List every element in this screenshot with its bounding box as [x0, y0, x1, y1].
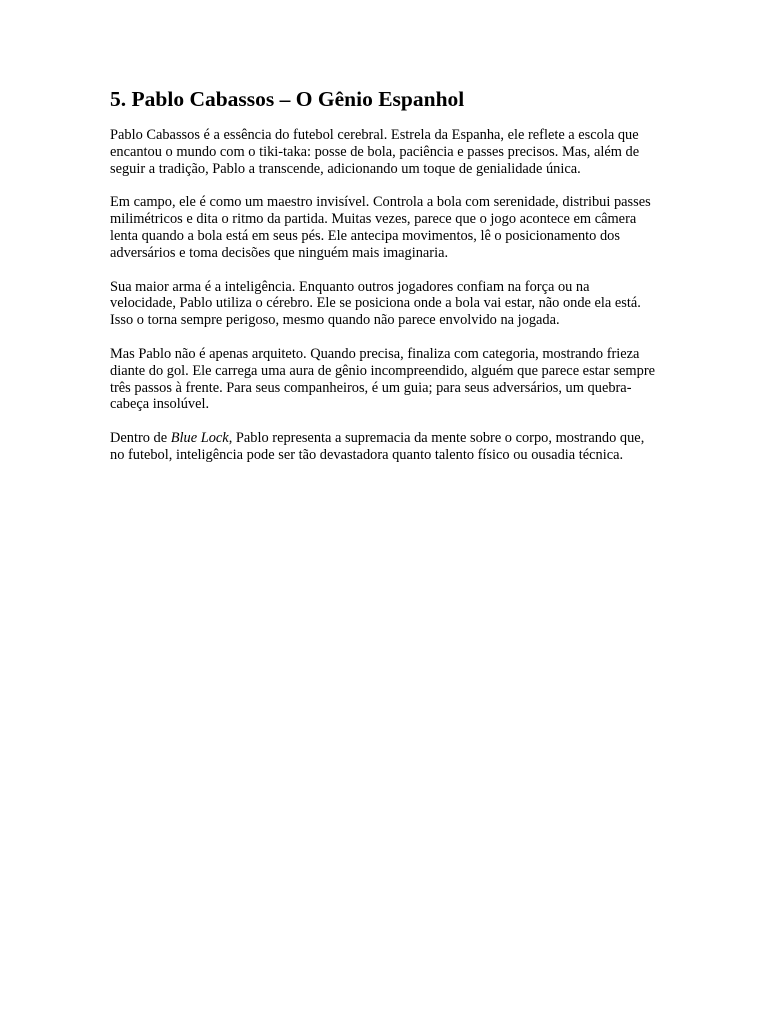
- paragraph-conclusion: [110, 430, 658, 464]
- document-title: 5. Pablo Cabassos – O Gênio Espanhol: [110, 87, 465, 111]
- conclusion-prefix: Dentro de: [110, 430, 171, 447]
- paragraph-intelligence: Sua maior arma é a inteligência. Enquanto outros jogadores confiam na força ou na velocidade, Pablo utiliza o cérebro. Ele se posiciona onde a bola vai estar, não onde ela está. Isso o torna sempre perigoso, mesmo quando não parece envolvido na jogada.: [110, 278, 641, 329]
- document-page: [110, 86, 658, 481]
- paragraph-intro: Pablo Cabassos é a essência do futebol cerebral. Estrela da Espanha, ele reflete a escola que encantou o mundo com o tiki-taka: posse de bola, paciência e passes precisos. Mas, além de seguir a tradição, Pablo a transcende, adicionando um toque de genialidade única.: [110, 127, 640, 177]
- paragraph-finishing: Mas Pablo não é apenas arquiteto. Quando precisa, finaliza com categoria, mostrando frieza diante do gol. Ele carrega uma aura de gênio incompreendido, alguém que parece estar sempre três passos à frente. Para seus companheiros, é um guia; para seus adversários, um quebra-cabeça insolúvel.: [110, 345, 656, 413]
- blue-lock-italic: Blue Lock: [170, 430, 229, 447]
- paragraph-maestro: Em campo, ele é como um maestro invisível. Controla a bola com serenidade, distribui passes milimétricos e dita o ritmo da partida. Muitas vezes, parece que o jogo acontece em câmera lenta quando a bola está em seus pés. Ele antecipa movimentos, lê o posicionamento dos adversários e toma decisões que ninguém mais imaginaria.: [110, 194, 651, 261]
- conclusion-suffix: , Pablo representa a supremacia da mente sobre o corpo, mostrando que, no futebol, inteligência pode ser tão devastadora quanto talento físico ou ousadia técnica.: [110, 430, 645, 463]
